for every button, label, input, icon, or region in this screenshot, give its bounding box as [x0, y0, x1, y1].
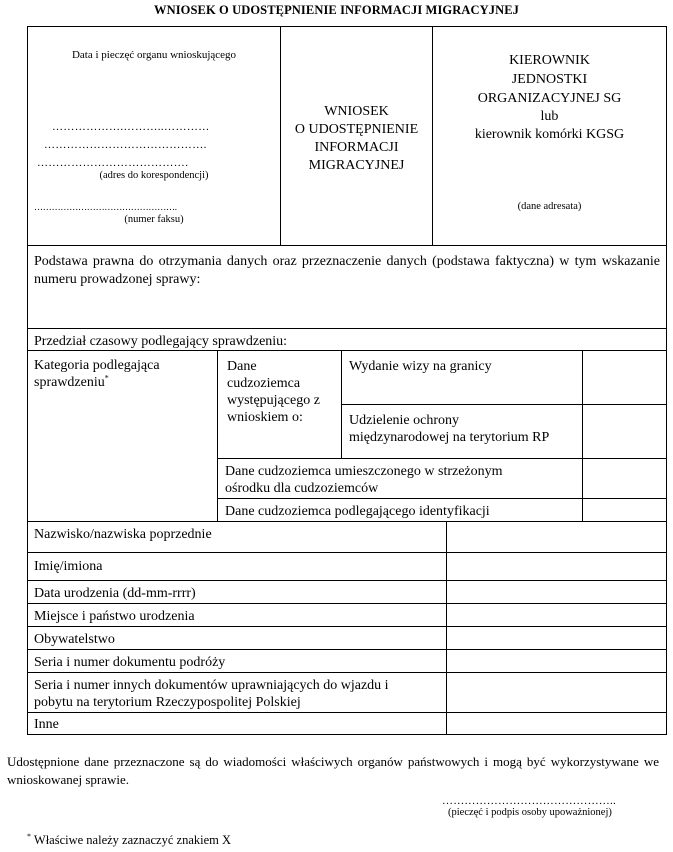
- signature-dots[interactable]: ………………………………………..: [442, 795, 616, 807]
- checkbox-visa[interactable]: [583, 351, 666, 404]
- category-divider: [217, 350, 218, 521]
- field-other: Inne: [34, 717, 59, 732]
- applicant-line-1: Dane: [227, 359, 257, 374]
- applicant-line-2: cudzoziemca: [227, 376, 301, 391]
- input-place-of-birth[interactable]: [447, 604, 666, 626]
- field-previous-surname: Nazwisko/nazwiska poprzednie: [34, 527, 212, 542]
- legal-basis-text: Podstawa prawna do otrzymania danych oraz przeznaczenie danych (podstawa faktyczna) w tym wskazanie numeru prowadzonej sprawy:: [34, 254, 660, 287]
- request-title-line-3: INFORMACJI: [314, 140, 399, 155]
- input-other[interactable]: [447, 713, 666, 734]
- applicant-stamp-label: Data i pieczęć organu wnioskującego: [71, 49, 237, 61]
- footnote-mark: *: [104, 373, 109, 383]
- footnote: [27, 832, 231, 849]
- address-dots-line-3[interactable]: ………………………………….: [37, 157, 189, 169]
- addressee-line-4: lub: [540, 109, 559, 124]
- request-title-line-4: MIGRACYJNEJ: [308, 158, 405, 173]
- checkbox-identification[interactable]: [583, 499, 666, 521]
- field-citizenship: Obywatelstwo: [34, 632, 115, 647]
- request-title-line-2: O UDOSTĘPNIENIE: [294, 122, 419, 137]
- option-visa: Wydanie wizy na granicy: [349, 359, 492, 374]
- addressee-label: (dane adresata): [517, 201, 582, 212]
- field-date-of-birth: Data urodzenia (dd-mm-rrrr): [34, 586, 196, 601]
- category-label-line-2: [34, 374, 109, 391]
- request-title-line-1: WNIOSEK: [324, 104, 389, 119]
- field-first-name: Imię/imiona: [34, 559, 103, 574]
- field-travel-document: Seria i numer dokumentu podróży: [34, 655, 226, 670]
- time-range-bottom-line: [27, 350, 667, 351]
- page-title: WNIOSEK O UDOSTĘPNIENIE INFORMACJI MIGRACYJNEJ: [153, 3, 520, 17]
- footnote-text: Właściwe należy zaznaczyć znakiem X: [33, 833, 232, 847]
- checkbox-detained[interactable]: [583, 459, 666, 498]
- input-previous-surname[interactable]: [447, 522, 666, 552]
- header-bottom-line: [27, 245, 667, 246]
- option-protection-line-1: Udzielenie ochrony: [349, 413, 460, 428]
- time-range-label: Przedział czasowy podlegający sprawdzeniu:: [34, 334, 288, 349]
- address-dots-line-1[interactable]: ……………….………..…………: [52, 121, 210, 133]
- signature-label: (pieczęć i podpis osoby upoważnionej): [448, 807, 612, 818]
- field-other-documents-line-2: pobytu na terytorium Rzeczypospolitej Polskiej: [34, 695, 301, 710]
- option-identification: Dane cudzoziemca podlegającego identyfikacji: [225, 504, 490, 519]
- input-first-name[interactable]: [447, 553, 666, 580]
- field-place-of-birth: Miejsce i państwo urodzenia: [34, 609, 195, 624]
- option-detained-line-1: Dane cudzoziemca umieszczonego w strzeżonym: [225, 464, 503, 479]
- footnote-mark-bottom: *: [27, 831, 31, 841]
- addressee-line-5: kierownik komórki KGSG: [474, 127, 625, 142]
- fax-label: (numer faksu): [124, 214, 184, 225]
- disclosure-note: Udostępnione dane przeznaczone są do wiadomości właściwych organów państwowych i mogą być wykorzystywane we wnioskowanej sprawie.: [7, 754, 659, 787]
- field-other-documents-line-1: Seria i numer innych dokumentów uprawniających do wjazdu i: [34, 678, 389, 693]
- category-label-line-1: Kategoria podlegająca: [34, 358, 160, 373]
- option-protection-line-2: międzynarodowej na terytorium RP: [349, 430, 550, 445]
- input-citizenship[interactable]: [447, 627, 666, 649]
- input-date-of-birth[interactable]: [447, 581, 666, 603]
- input-travel-document[interactable]: [447, 650, 666, 672]
- legal-basis-bottom-line: [27, 328, 667, 329]
- addressee-line-1: KIEROWNIK: [509, 53, 590, 68]
- option-detained-line-2: ośrodku dla cudzoziemców: [225, 481, 379, 496]
- fax-dots[interactable]: ………………………………………….: [34, 202, 177, 212]
- address-label: (adres do korespondencji): [99, 170, 209, 181]
- applicant-line-3: występującego z: [227, 393, 320, 408]
- checkbox-protection[interactable]: [583, 405, 666, 458]
- input-other-documents[interactable]: [447, 673, 666, 712]
- addressee-line-3: ORGANIZACYJNEJ SG: [477, 91, 622, 106]
- category-label-text: sprawdzeniu: [34, 375, 105, 390]
- addressee-line-2: JEDNOSTKI: [511, 72, 588, 87]
- address-dots-line-2[interactable]: …………………………………….: [44, 139, 207, 151]
- applicant-line-4: wnioskiem o:: [227, 410, 303, 425]
